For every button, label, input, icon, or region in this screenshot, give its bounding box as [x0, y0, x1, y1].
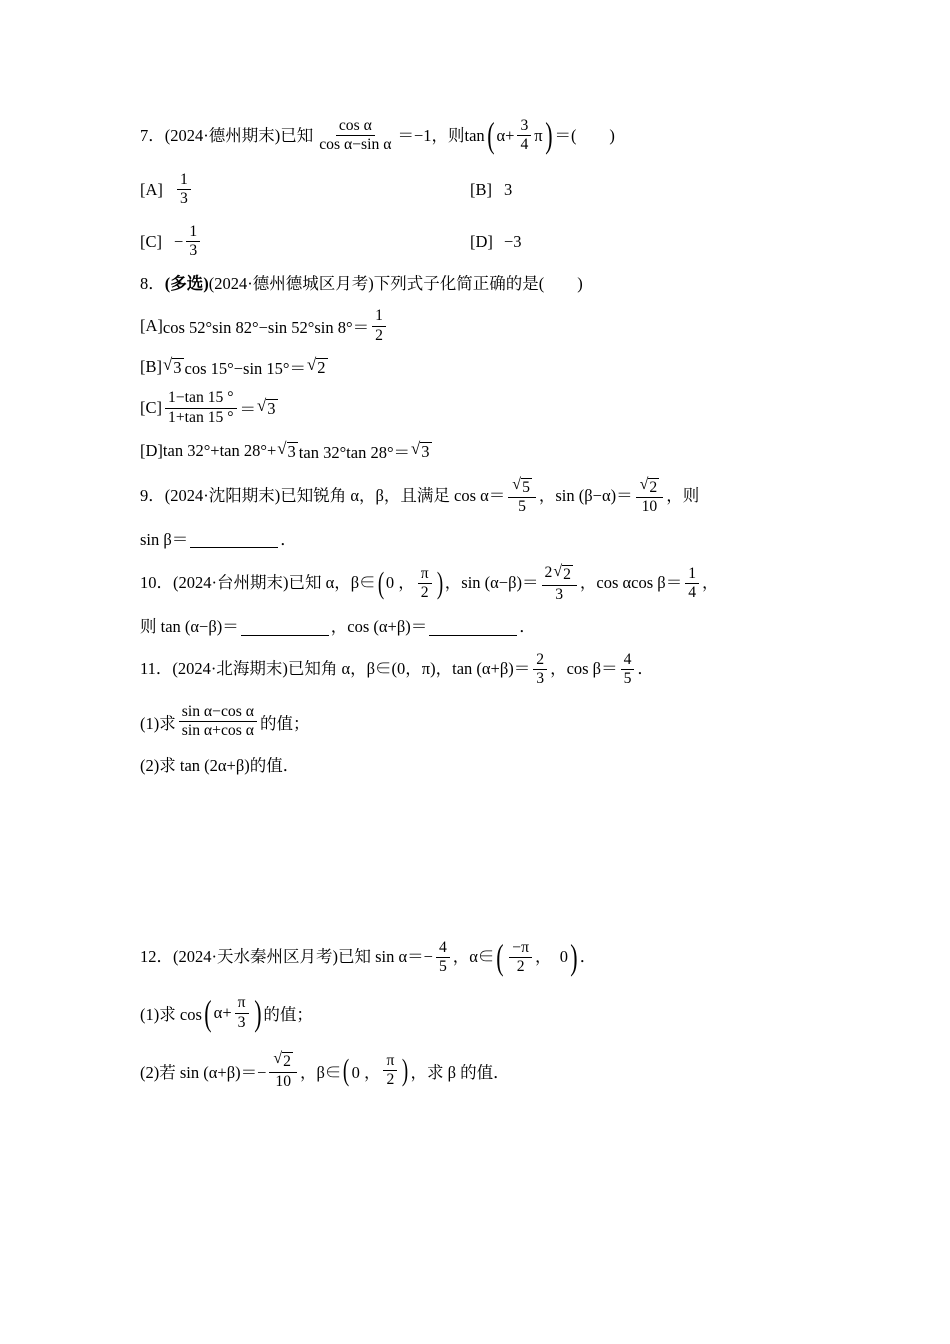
question-12-number: 12． — [140, 947, 173, 967]
question-7-inner-left: α+ — [496, 125, 515, 145]
question-8-stem-text: 下列式子化简正确的是( ) — [373, 273, 583, 293]
paren-left: ( — [496, 936, 505, 977]
question-12 — [140, 936, 830, 1091]
option-c-eq: ＝ — [239, 400, 257, 420]
question-7-stem-a: 已知 — [280, 125, 314, 145]
question-10-stem-d: ， — [702, 573, 719, 593]
question-12-source: (2024·天水秦州区月考) — [173, 947, 338, 967]
fraction-numerator: π — [383, 1053, 397, 1071]
fraction-numerator: π — [418, 566, 432, 584]
fraction-denominator: cos α−sin α — [319, 136, 392, 154]
question-12-stem-b: ，α∈ — [452, 947, 495, 967]
sub-2-fraction — [269, 1051, 297, 1090]
exercise-content — [140, 115, 830, 1104]
page-gap — [140, 790, 830, 940]
option-b-text: cos 15°−sin 15°＝ — [184, 359, 307, 379]
fraction-numerator: 1 — [685, 566, 699, 584]
question-11-sub-1 — [140, 704, 830, 740]
fraction-denominator: 3 — [536, 670, 545, 688]
fraction-numerator: sin α−cos α — [179, 704, 257, 722]
question-7-stem-b: 则 — [448, 125, 465, 145]
question-11-stem-b: ，cos β＝ — [550, 659, 618, 679]
radical-body: 5 — [522, 479, 530, 497]
fraction-denominator: 5 — [518, 498, 526, 516]
fraction-numerator: −π — [509, 940, 532, 958]
radical-sign: √ — [411, 438, 421, 458]
interval-left: 0 ， — [351, 1062, 381, 1082]
radical-icon — [411, 438, 432, 461]
paren-right: ) — [570, 936, 578, 977]
sub-1-prefix: (1)求 cos — [140, 1005, 202, 1025]
radical-sign: √ — [307, 355, 317, 375]
interval-second: ， 0 — [534, 947, 568, 967]
paren-right: ) — [544, 115, 553, 156]
question-10 — [140, 564, 830, 635]
question-10-stem — [140, 564, 830, 603]
option-a-text: cos 52°sin 82°−sin 52°sin 8°＝ — [162, 318, 370, 338]
fraction-denominator: 2 — [386, 1071, 395, 1089]
fraction-denominator: 3 — [189, 242, 198, 260]
option-d-text: −3 — [504, 231, 522, 251]
question-11 — [140, 652, 830, 776]
radical-sign: √ — [512, 476, 522, 494]
question-12-stem — [140, 936, 830, 977]
option-a-fraction — [372, 308, 386, 344]
fraction-numerator: 1−tan 15 ° — [165, 390, 237, 408]
radical-sign: √ — [553, 563, 563, 581]
fraction-denominator: 3 — [555, 585, 564, 603]
answer-blank[interactable] — [429, 619, 517, 636]
question-10-line2-c: ． — [519, 617, 536, 637]
fraction-denominator: 5 — [438, 958, 447, 976]
paren-right: ) — [402, 1052, 409, 1087]
option-a[interactable] — [140, 172, 470, 208]
question-7-options-row-2 — [140, 224, 830, 260]
sub-2-suffix: ，求 β 的值． — [410, 1062, 510, 1082]
option-c-tag: [C] — [140, 231, 162, 251]
interval-fraction — [383, 1053, 397, 1089]
question-7-number: 7． — [140, 125, 165, 145]
question-12-stem-c: ． — [579, 947, 597, 967]
fraction-denominator: 2 — [375, 326, 383, 344]
question-10-source: (2024·台州期末) — [173, 573, 289, 593]
question-9-source: (2024·沈阳期末) — [164, 486, 281, 506]
question-8-number: 8． — [140, 273, 165, 293]
radical-sign: √ — [273, 1050, 283, 1068]
radical-body: 2 — [649, 479, 658, 497]
question-9-answer-line — [140, 529, 830, 549]
question-8 — [140, 273, 830, 463]
fraction-numerator: 3 — [517, 118, 531, 136]
question-11-fraction-1 — [533, 652, 547, 688]
radical-icon — [553, 564, 573, 583]
fraction-denominator: 4 — [520, 136, 529, 154]
question-10-interval — [376, 566, 445, 602]
question-10-line2-a: 则 tan (α−β)＝ — [140, 617, 239, 637]
question-10-answer-line — [140, 619, 830, 636]
question-9-fraction-1 — [508, 477, 536, 516]
fraction-denominator: 10 — [275, 1072, 292, 1090]
question-7-source: (2024·德州期末) — [164, 125, 281, 145]
question-8-option-b[interactable] — [140, 355, 830, 379]
question-8-source: (2024·德州德城区月考) — [208, 273, 374, 293]
option-c-fraction — [165, 390, 237, 426]
fraction-numerator: π — [235, 995, 249, 1013]
option-c-sign: − — [174, 231, 184, 251]
option-b[interactable] — [470, 180, 512, 200]
option-c[interactable] — [140, 224, 470, 260]
sub-1-fraction — [179, 704, 257, 740]
sub-1-suffix: 的值； — [263, 1005, 313, 1025]
question-8-option-d[interactable] — [140, 439, 830, 463]
radical-icon — [277, 438, 298, 461]
option-d-mid: tan 32°tan 28°＝ — [298, 443, 411, 463]
question-9-fraction-2 — [636, 477, 664, 516]
interval-fraction — [418, 566, 432, 602]
question-9-number: 9． — [140, 486, 165, 506]
paren-left: ( — [486, 115, 495, 156]
question-7-stem — [140, 115, 830, 156]
sub-1-prefix: (1)求 — [140, 713, 176, 733]
radical-body: 3 — [173, 358, 182, 378]
numerator-coefficient: 2 — [544, 564, 553, 582]
radical-sign: √ — [257, 396, 267, 415]
question-11-number: 11． — [140, 659, 173, 679]
sub-1-paren-group — [202, 992, 263, 1033]
question-9-stem-a: 已知锐角 α，β，且满足 cos α＝ — [280, 486, 506, 506]
radical-sign: √ — [277, 438, 287, 458]
option-a-tag: [A] — [140, 179, 163, 199]
question-10-fraction-1 — [542, 564, 577, 603]
question-9-stem-c: ，则 — [666, 486, 700, 506]
question-12-sub-2 — [140, 1051, 830, 1090]
question-7-tail: ＝( ) — [554, 125, 615, 145]
fraction-numerator: 2 — [533, 652, 547, 670]
sub-1-suffix: 的值； — [259, 713, 310, 733]
option-d-tag: [D] — [140, 441, 163, 461]
question-7-inner-right: π — [534, 125, 543, 145]
paren-left: ( — [204, 992, 212, 1033]
radical-body: 2 — [283, 1053, 291, 1071]
interval-fraction — [509, 940, 532, 976]
sub-1-inner-left: α+ — [213, 1003, 232, 1023]
question-10-stem-c: ，cos αcos β＝ — [579, 573, 683, 593]
fraction-denominator: 2 — [420, 584, 429, 602]
question-8-option-a[interactable] — [140, 308, 830, 344]
option-b-tag: [B] — [140, 357, 162, 377]
option-a-fraction — [177, 172, 191, 208]
option-b-tag: [B] — [470, 179, 492, 199]
option-b-text: 3 — [504, 179, 513, 199]
sub-2-text: (2)求 tan (2α+β)的值． — [140, 755, 300, 775]
fraction-numerator: 1 — [186, 224, 200, 242]
question-7 — [140, 115, 830, 260]
radical-icon — [163, 357, 184, 377]
radical-body: 3 — [267, 399, 276, 418]
question-12-stem-a: 已知 sin α＝− — [337, 947, 433, 967]
paren-left: ( — [377, 565, 384, 600]
radical-icon — [512, 477, 532, 496]
fraction-denominator: 5 — [623, 670, 632, 688]
question-9-line2-end: ． — [280, 529, 297, 549]
fraction-numerator — [508, 477, 536, 498]
option-d[interactable] — [470, 232, 522, 252]
question-11-source: (2024·北海期末) — [172, 659, 288, 679]
fraction-denominator: 2 — [516, 958, 525, 976]
question-9-line2: sin β＝ — [140, 529, 189, 549]
question-11-fraction-2 — [621, 652, 635, 688]
fraction-numerator: 1 — [372, 308, 386, 326]
radical-body: 2 — [317, 358, 326, 378]
question-11-stem — [140, 652, 830, 688]
sub-2-mid: ，β∈ — [299, 1062, 342, 1082]
radical-icon — [640, 477, 660, 496]
question-9-stem-b: ，sin (β−α)＝ — [538, 486, 633, 506]
fraction-numerator: 4 — [621, 652, 635, 670]
fraction-numerator: 4 — [436, 940, 450, 958]
question-7-options-row-1 — [140, 172, 830, 208]
sub-1-fraction — [235, 995, 249, 1031]
fraction-denominator: 10 — [641, 498, 658, 516]
question-10-line2-b: ，cos (α+β)＝ — [330, 617, 428, 637]
option-a-tag: [A] — [140, 316, 163, 336]
fraction-numerator — [542, 564, 577, 585]
fraction-numerator — [269, 1051, 297, 1072]
fraction-denominator: 3 — [237, 1013, 246, 1031]
question-7-inner-fraction — [517, 118, 531, 154]
radical-body: 3 — [287, 441, 296, 461]
option-d-tag: [D] — [470, 231, 493, 251]
option-c-fraction — [186, 224, 200, 260]
radical-sign: √ — [163, 355, 173, 375]
question-7-tan: tan — [464, 125, 485, 145]
fraction-numerator: 1 — [177, 172, 191, 190]
question-10-number: 10． — [140, 573, 173, 593]
paren-right: ) — [436, 565, 443, 600]
question-10-fraction-2 — [685, 566, 699, 602]
interval-left: 0 ， — [385, 573, 415, 593]
option-d-pre: tan 32°+tan 28°+ — [162, 441, 277, 461]
fraction-denominator: sin α+cos α — [181, 722, 254, 740]
question-11-sub-2 — [140, 752, 830, 776]
question-9-stem — [140, 477, 830, 516]
question-12-fraction-1 — [436, 940, 450, 976]
radical-icon — [307, 357, 328, 377]
question-8-multi-label: (多选) — [164, 273, 209, 293]
radical-body: 2 — [563, 566, 571, 584]
question-12-sub-1 — [140, 992, 830, 1033]
sub-2-prefix: (2)若 sin (α+β)＝− — [140, 1062, 267, 1082]
question-8-stem — [140, 273, 830, 293]
question-10-stem-b: ，sin (α−β)＝ — [444, 573, 539, 593]
radical-icon — [273, 1051, 293, 1070]
paren-right: ) — [253, 992, 262, 1033]
answer-blank[interactable] — [241, 619, 329, 636]
question-7-fraction — [316, 118, 394, 154]
radical-icon — [257, 398, 278, 418]
question-7-eq: ＝−1， — [397, 125, 449, 145]
fraction-denominator: 1+tan 15 ° — [168, 408, 234, 426]
fraction-numerator — [636, 477, 664, 498]
radical-sign: √ — [639, 476, 649, 494]
question-11-stem-c: ． — [637, 659, 654, 679]
question-12-interval — [494, 936, 579, 977]
fraction-denominator: 3 — [180, 190, 188, 208]
radical-body: 3 — [421, 441, 430, 461]
sub-2-interval — [341, 1053, 410, 1089]
question-8-option-c[interactable] — [140, 390, 830, 426]
question-11-stem-a: 已知角 α，β∈(0，π)，tan (α+β)＝ — [287, 659, 531, 679]
question-9 — [140, 477, 830, 548]
answer-blank[interactable] — [190, 532, 278, 549]
fraction-denominator: 4 — [688, 584, 697, 602]
question-7-paren-group — [485, 115, 555, 156]
fraction-numerator: cos α — [336, 118, 375, 136]
question-10-stem-a: 已知 α，β∈ — [288, 573, 376, 593]
paren-left: ( — [343, 1052, 350, 1087]
option-c-tag: [C] — [140, 398, 162, 418]
